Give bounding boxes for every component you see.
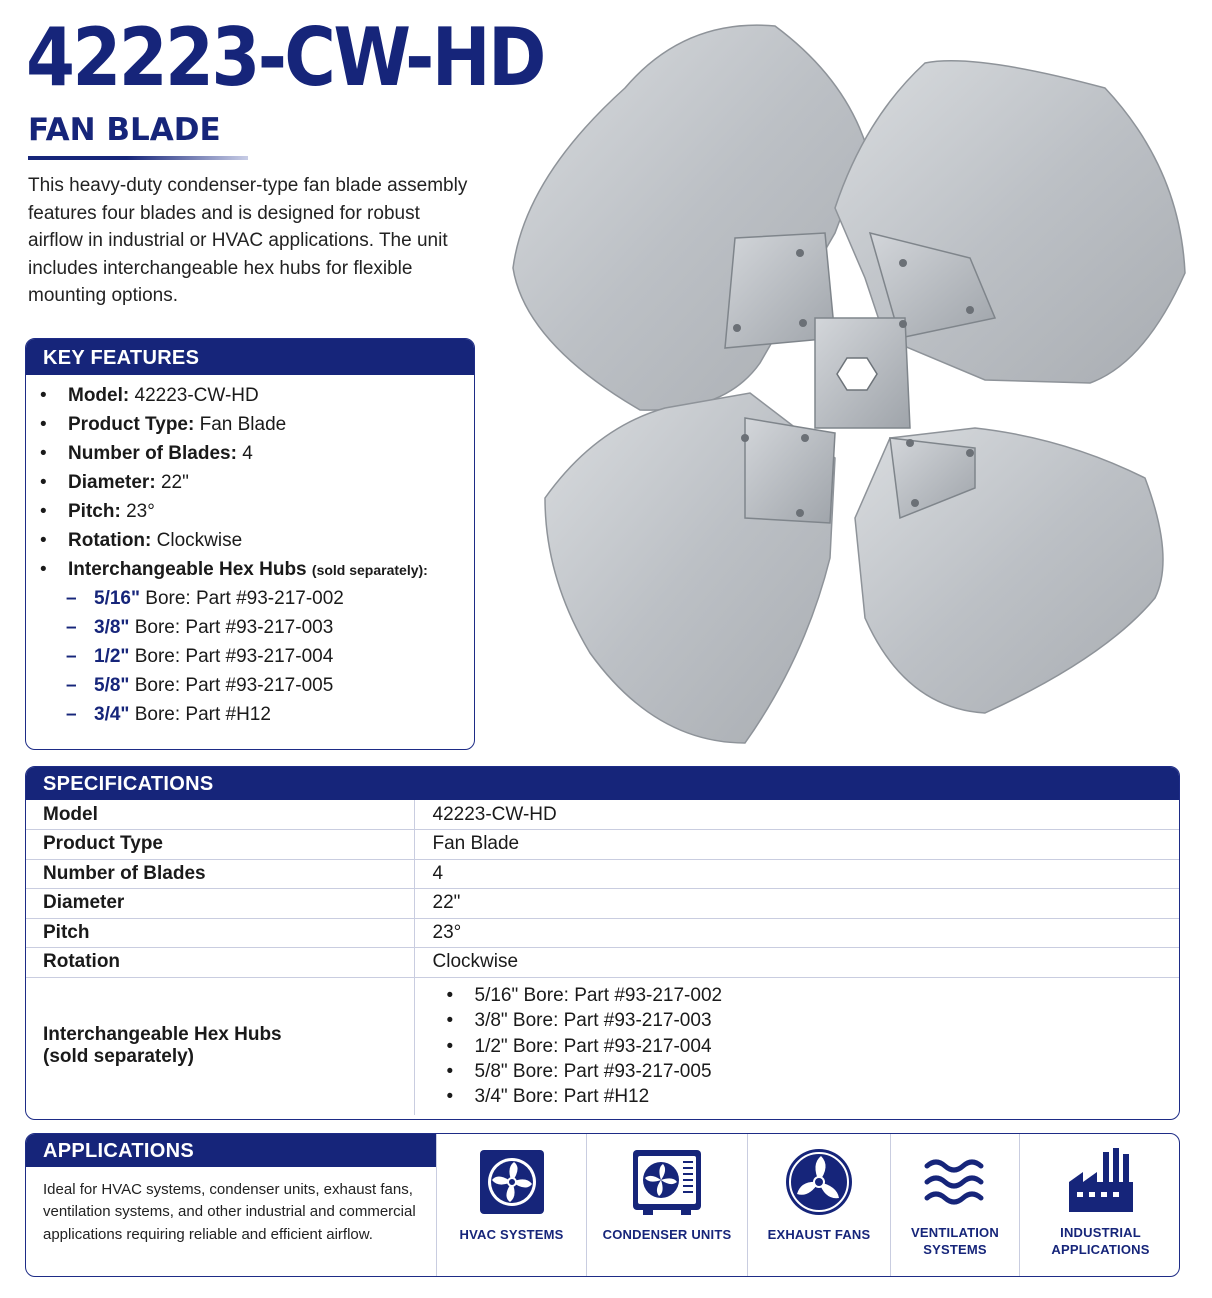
- specifications-table: [26, 800, 1179, 1115]
- product-title: 42223-CW-HD: [26, 11, 544, 104]
- specifications-panel: [25, 766, 1180, 1120]
- fan-blade-top-left: [513, 25, 867, 410]
- table-row: Diameter 22": [26, 889, 1179, 919]
- hub-item: – 3/8" Bore: Part #93-217-003: [66, 617, 334, 638]
- hubs-list: [433, 983, 1180, 1110]
- table-row: Model 42223-CW-HD: [26, 800, 1179, 830]
- key-features-list: [26, 375, 474, 729]
- factory-icon: [1065, 1146, 1137, 1218]
- feature-item: • Rotation: Clockwise: [40, 530, 243, 551]
- app-label: EXHAUST FANS: [767, 1227, 871, 1242]
- feature-item: • Number of Blades: 4: [40, 443, 253, 464]
- list-item: • 3/8" Bore: Part #93-217-003: [447, 1008, 1180, 1033]
- ventilation-waves-icon: [919, 1146, 991, 1218]
- app-exhaust-fans: [748, 1134, 891, 1277]
- condenser-unit-icon: [631, 1146, 703, 1218]
- list-item: • 3/4" Bore: Part #H12: [447, 1084, 1180, 1109]
- feature-item: • Model: 42223-CW-HD: [40, 385, 259, 406]
- list-item: • 5/16" Bore: Part #93-217-002: [447, 983, 1180, 1008]
- table-row: Rotation Clockwise: [26, 948, 1179, 978]
- table-row: Number of Blades 4: [26, 859, 1179, 889]
- app-condenser-units: [587, 1134, 748, 1277]
- feature-item: • Product Type: Fan Blade: [40, 414, 287, 435]
- list-item: • 5/8" Bore: Part #93-217-005: [447, 1059, 1180, 1084]
- hub-item: – 5/16" Bore: Part #93-217-002: [66, 588, 344, 609]
- hub-item: – 5/8" Bore: Part #93-217-005: [66, 675, 334, 696]
- app-label: CONDENSER UNITS: [602, 1227, 732, 1242]
- table-row: Product Type Fan Blade: [26, 830, 1179, 860]
- table-row: Pitch 23°: [26, 918, 1179, 948]
- product-subtitle: FAN BLADE: [28, 112, 221, 148]
- exhaust-fan-icon: [783, 1146, 855, 1218]
- list-item: • 1/2" Bore: Part #93-217-004: [447, 1034, 1180, 1059]
- feature-item: • Diameter: 22": [40, 472, 189, 493]
- app-label: INDUSTRIAL APPLICATIONS: [1051, 1225, 1150, 1257]
- table-row: [26, 977, 1179, 1115]
- applications-heading: APPLICATIONS: [26, 1134, 436, 1167]
- app-label: VENTILATION SYSTEMS: [911, 1225, 999, 1257]
- key-features-panel: [25, 338, 475, 750]
- feature-item: • Pitch: 23°: [40, 501, 155, 522]
- subtitle-underline: [28, 156, 248, 160]
- hub-item: – 1/2" Bore: Part #93-217-004: [66, 646, 334, 667]
- fan-blade-image: [505, 18, 1195, 753]
- hvac-fan-icon: [476, 1146, 548, 1218]
- app-label: HVAC SYSTEMS: [459, 1227, 564, 1242]
- fan-hub: [725, 233, 995, 523]
- applications-description: Ideal for HVAC systems, condenser units, exhaust fans, ventilation systems, and other industrial and commercial applications requiring reliable and efficient airflow.: [43, 1181, 416, 1243]
- product-description: This heavy-duty condenser-type fan blade assembly features four blades and is designed for robust airflow in industrial or HVAC applications. The unit includes interchangeable hex hubs for flexible mounting options.: [28, 175, 468, 307]
- specifications-heading: SPECIFICATIONS: [26, 767, 1179, 800]
- hub-item: – 3/4" Bore: Part #H12: [66, 704, 271, 725]
- hubs-key: Interchangeable Hex Hubs (sold separately): [26, 977, 414, 1115]
- app-hvac-systems: [437, 1134, 587, 1277]
- app-ventilation-systems: [891, 1134, 1020, 1277]
- key-features-heading: KEY FEATURES: [26, 339, 474, 375]
- app-industrial-applications: [1020, 1134, 1180, 1277]
- applications-panel: [25, 1133, 1180, 1277]
- feature-item: • Interchangeable Hex Hubs (sold separately):: [40, 559, 428, 580]
